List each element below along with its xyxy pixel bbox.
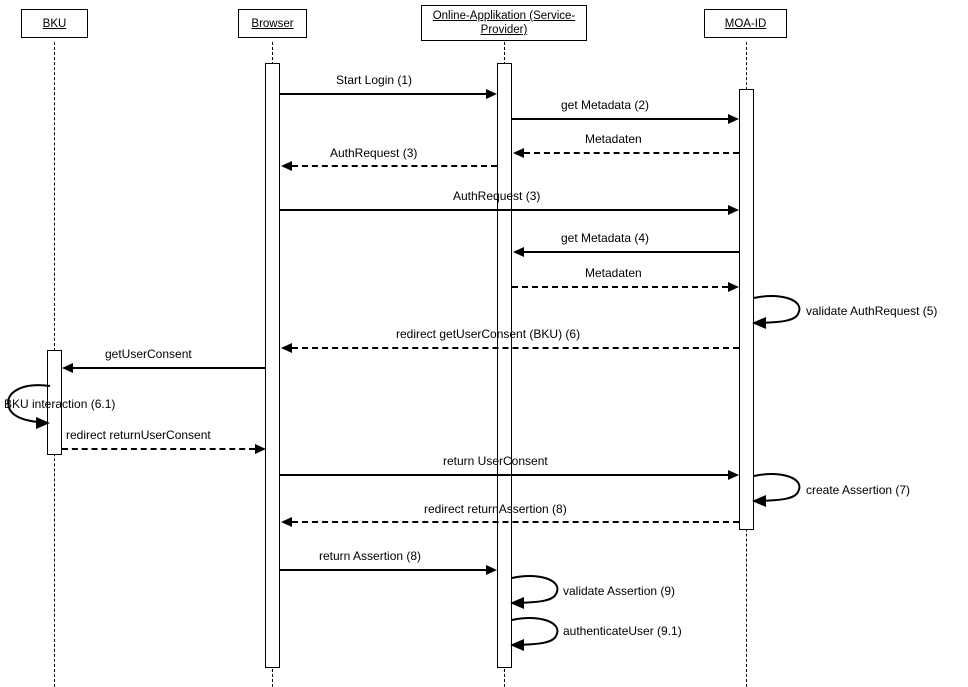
message-label-authrequest-3b: AuthRequest (3) bbox=[453, 189, 541, 203]
arrowhead-authrequest-3b bbox=[728, 205, 739, 215]
message-label-validate-authrequest: validate AuthRequest (5) bbox=[806, 304, 938, 318]
actor-label-online-applikation: Online-Applikation (Service-Provider) bbox=[432, 10, 576, 36]
actor-box-moa-id bbox=[704, 9, 787, 38]
message-label-authrequest-3a: AuthRequest (3) bbox=[330, 146, 418, 160]
message-label-get-metadata-2: get Metadata (2) bbox=[561, 98, 650, 112]
message-label-getuserconsent: getUserConsent bbox=[105, 347, 192, 361]
message-label-metadaten-1: Metadaten bbox=[585, 132, 642, 146]
message-label-create-assertion: create Assertion (7) bbox=[806, 483, 911, 497]
message-line-getuserconsent bbox=[73, 367, 265, 369]
message-line-redirect-returnuserconsent bbox=[62, 448, 255, 450]
arrowhead-return-assertion bbox=[486, 565, 497, 575]
arrowhead-metadaten-2 bbox=[728, 282, 739, 292]
message-line-authrequest-3a bbox=[292, 165, 497, 167]
arrowhead-get-metadata-4 bbox=[513, 247, 524, 257]
self-loop-arrow-authenticate-user bbox=[508, 612, 568, 657]
message-label-redirect-getuserconsent: redirect getUserConsent (BKU) (6) bbox=[396, 327, 581, 341]
message-line-return-assertion bbox=[280, 569, 486, 571]
message-line-redirect-getuserconsent bbox=[292, 347, 739, 349]
message-line-get-metadata-4 bbox=[524, 251, 739, 253]
message-line-start-login bbox=[280, 93, 486, 95]
actor-box-online-applikation bbox=[421, 5, 587, 41]
message-label-bku-interaction: BKU interaction (6.1) bbox=[4, 397, 116, 411]
message-line-authrequest-3b bbox=[280, 209, 728, 211]
arrowhead-metadaten-1 bbox=[513, 148, 524, 158]
message-label-redirect-returnassertion: redirect returnAssertion (8) bbox=[424, 502, 567, 516]
arrowhead-getuserconsent bbox=[62, 363, 73, 373]
self-loop-arrow-validate-assertion bbox=[508, 570, 568, 615]
arrowhead-return-userconsent bbox=[728, 470, 739, 480]
message-line-metadaten-1 bbox=[524, 152, 739, 154]
self-loop-authenticate-user bbox=[508, 612, 568, 662]
arrowhead-get-metadata-2 bbox=[728, 114, 739, 124]
actor-label-browser: Browser bbox=[251, 17, 294, 30]
actor-box-browser bbox=[238, 9, 307, 38]
message-label-start-login: Start Login (1) bbox=[336, 73, 413, 87]
message-line-get-metadata-2 bbox=[512, 118, 728, 120]
message-line-redirect-returnassertion bbox=[292, 521, 739, 523]
self-loop-arrow-validate-authrequest bbox=[750, 290, 810, 335]
self-loop-arrow-create-assertion bbox=[750, 468, 810, 513]
message-label-get-metadata-4: get Metadata (4) bbox=[561, 231, 650, 245]
actor-label-moa-id: MOA-ID bbox=[724, 17, 767, 30]
message-label-return-userconsent: return UserConsent bbox=[443, 454, 548, 468]
arrowhead-redirect-returnassertion bbox=[281, 517, 292, 527]
arrowhead-start-login bbox=[486, 89, 497, 99]
arrowhead-authrequest-3a bbox=[281, 161, 292, 171]
activation-browser bbox=[265, 63, 280, 668]
actor-box-bku bbox=[21, 9, 88, 38]
message-label-validate-assertion: validate Assertion (9) bbox=[563, 584, 676, 598]
self-loop-validate-authrequest bbox=[750, 290, 810, 340]
arrowhead-redirect-getuserconsent bbox=[281, 343, 292, 353]
message-line-return-userconsent bbox=[280, 474, 728, 476]
self-loop-create-assertion bbox=[750, 468, 810, 518]
message-label-return-assertion: return Assertion (8) bbox=[319, 549, 422, 563]
actor-label-bku: BKU bbox=[42, 17, 67, 30]
message-label-authenticate-user: authenticateUser (9.1) bbox=[563, 624, 682, 638]
message-label-redirect-returnuserconsent: redirect returnUserConsent bbox=[66, 428, 211, 442]
message-label-metadaten-2: Metadaten bbox=[585, 266, 642, 280]
message-line-metadaten-2 bbox=[512, 286, 728, 288]
arrowhead-redirect-returnuserconsent bbox=[255, 444, 266, 454]
